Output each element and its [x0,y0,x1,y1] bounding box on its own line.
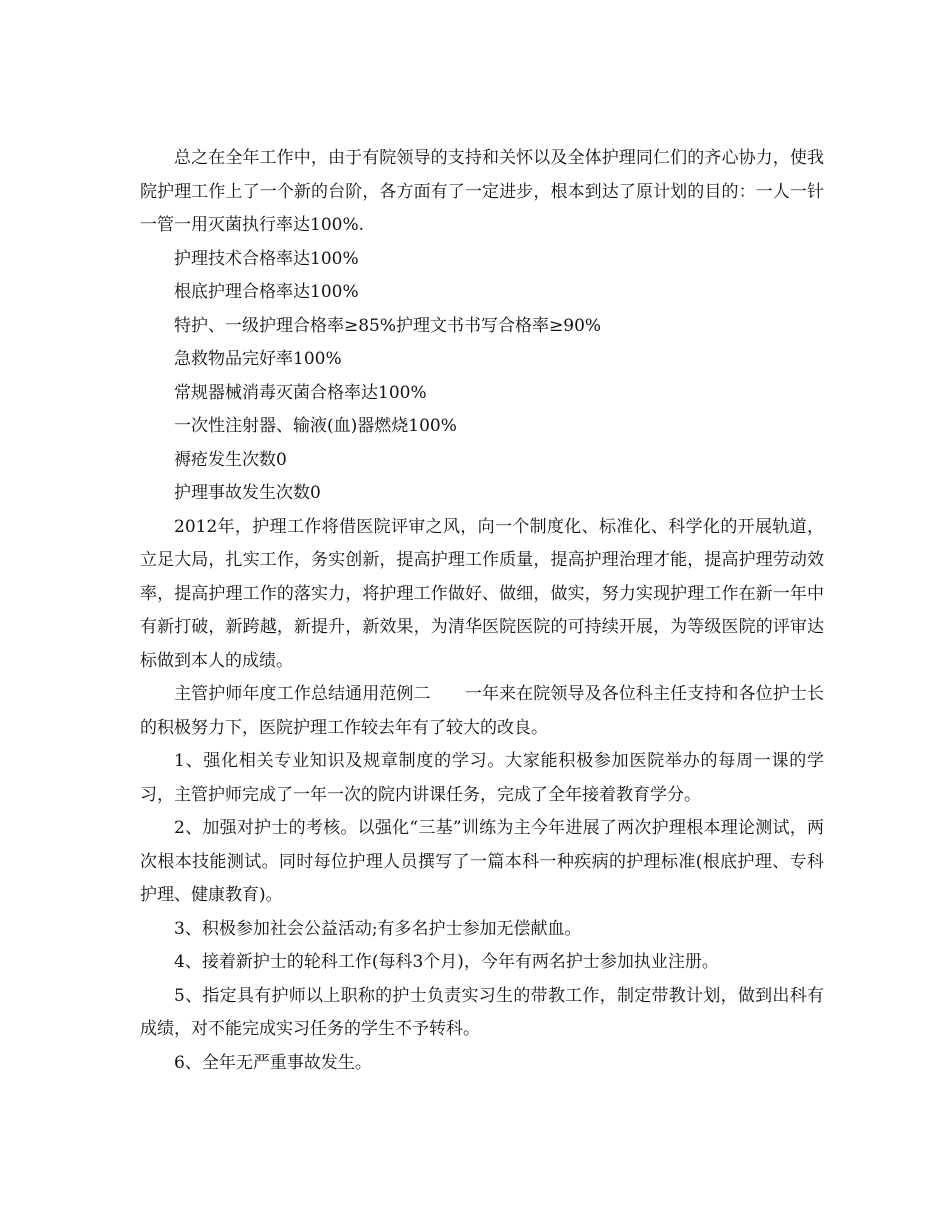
list-item-5: 5、指定具有护师以上职称的护士负责实习生的带教工作，制定带教计划，做到出科有成绩，对不能完成实习任务的学生不予转科。 [140,985,824,1039]
paragraph-example-two-intro: 主管护师年度工作总结通用范例二 一年来在院领导及各位科主任支持和各位护士长的积极努力下，医院护理工作较去年有了较大的改良。 [140,684,824,738]
paragraph-summary: 总之在全年工作中，由于有院领导的支持和关怀以及全体护理同仁们的齐心协力，使我院护理工作上了一个新的台阶，各方面有了一定进步，根本到达了原计划的目的：一人一针一管一用灭菌执行率达100%. [140,148,824,235]
document-body [140,142,824,1080]
stat-accidents: 护理事故发生次数0 [174,483,321,503]
stat-emergency-supplies: 急救物品完好率100% [174,349,342,369]
list-item-4: 4、接着新护士的轮科工作(每科3个月)，今年有两名护士参加执业注册。 [174,952,719,972]
stat-disposable-syringes: 一次性注射器、输液(血)器燃烧100% [174,416,457,436]
stat-bedsores: 褥疮发生次数0 [174,449,287,470]
list-item-1: 1、强化相关专业知识及规章制度的学习。大家能积极参加医院举办的每周一课的学习，主管护师完成了一年一次的院内讲课任务，完成了全年接着教育学分。 [140,751,824,805]
list-item-6: 6、全年无严重事故发生。 [174,1052,372,1073]
stat-special-care: 特护、一级护理合格率≥85%护理文书书写合格率≥90% [174,315,602,336]
paragraph-2012-plan: 2012年，护理工作将借医院评审之风，向一个制度化、标准化、科学化的开展轨道，立足大局，扎实工作，务实创新，提高护理工作质量，提高护理治理才能，提高护理劳动效率，提高护理工作的落实力，将护理工作做好、做细，做实，努力实现护理工作在新一年中有新打破，新跨越，新提升，新效果，为清华医院医院的可持续开展，为等级医院的评审达标做到本人的成绩。 [140,516,824,671]
list-item-3: 3、积极参加社会公益活动;有多名护士参加无偿献血。 [174,918,582,939]
stat-basic-nursing: 根底护理合格率达100% [174,282,359,302]
list-item-2: 2、加强对护士的考核。以强化“三基”训练为主今年进展了两次护理根本理论测试，两次根本技能测试。同时每位护理人员撰写了一篇本科一种疾病的护理标准(根底护理、专科护理、健康教育)。 [140,818,824,905]
stat-sterilization: 常规器械消毒灭菌合格率达100% [174,382,427,403]
stat-nursing-technique: 护理技术合格率达100% [174,248,359,269]
